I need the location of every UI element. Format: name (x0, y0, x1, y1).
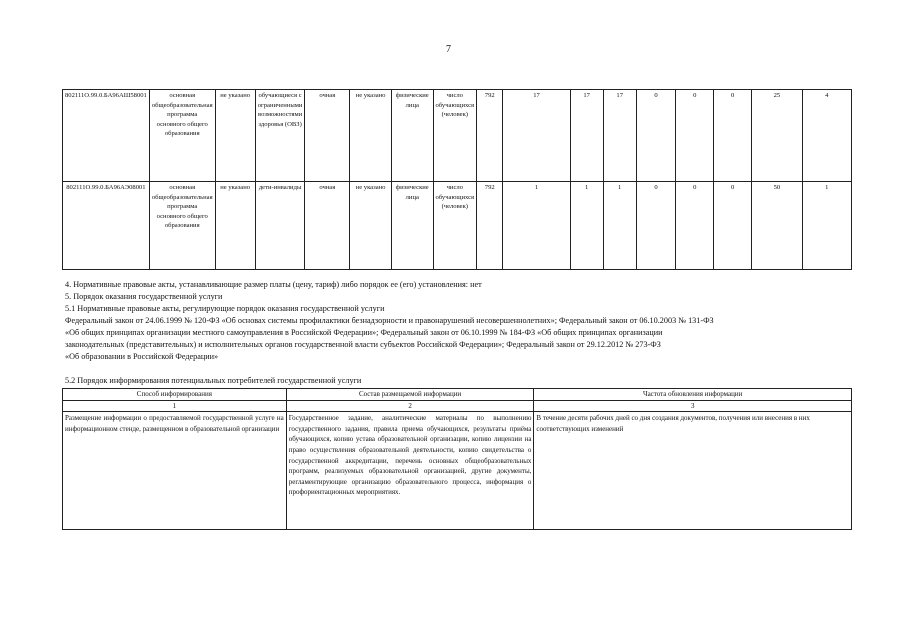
header-row (63, 389, 852, 401)
legal-acts-line-2: «Об общих принципах организации местного самоуправления в Российской Федерации»; Федеральный закон от 06.10.1999 № 184-ФЗ «Об общих принципах организации (65, 328, 663, 337)
okei-code: 792 (477, 182, 503, 270)
okei-code: 792 (477, 90, 503, 182)
legal-acts-line-4: «Об образовании в Российской Федерации» (65, 352, 219, 361)
table-row (63, 90, 852, 182)
value-cell: 0 (676, 182, 714, 270)
consumer-type: физические лица (392, 182, 434, 270)
condition-cell: не указано (350, 90, 392, 182)
page-number: 7 (446, 44, 451, 55)
value-cell: 50 (752, 182, 803, 270)
header-frequency: Частота обновления информации (534, 389, 852, 401)
info-frequency: В течение десяти рабочих дней со дня создания документов, получения или внесения в них соответствующих изменений (534, 412, 852, 530)
standard-cell: не указано (215, 182, 255, 270)
value-cell: 17 (603, 90, 636, 182)
indicator-name: число обучающихся (человек) (433, 182, 477, 270)
value-cell: 0 (676, 90, 714, 182)
condition-cell: не указано (350, 182, 392, 270)
program-name: основная общеобразовательная программа основного общего образования (149, 182, 215, 270)
value-cell: 1 (802, 182, 851, 270)
section-5-heading: 5. Порядок оказания государственной услуги (65, 292, 223, 301)
education-form: очная (305, 182, 350, 270)
section-5-2-heading: 5.2 Порядок информирования потенциальных потребителей государственной услуги (65, 376, 362, 385)
registry-number: 802111О.99.0.БА96АШ58001 (63, 90, 150, 182)
services-volume-table (62, 89, 852, 270)
value-cell: 25 (752, 90, 803, 182)
indicator-name: число обучающихся (человек) (433, 90, 477, 182)
consumer-type: физические лица (392, 90, 434, 182)
table-row (63, 412, 852, 530)
info-content: Государственное задание, аналитические материалы по выполнению государственного задания, правила приема обучающихся, результаты приёма обучающихся, копию устава образовательной организации, копию лицензии на право осуществления образовательной деятельности, копию свидетельства о государственной аккредитации, перечень основных общеобразовательных программ, реализуемых образовательной организацией, другие документы, регламентирующие организацию образовательного процесса, информация о профориентационных мероприятиях. (286, 412, 534, 530)
value-cell: 17 (570, 90, 603, 182)
education-form: очная (305, 90, 350, 182)
value-cell: 1 (570, 182, 603, 270)
header-method: Способ информирования (63, 389, 287, 401)
section-4-text: 4. Нормативные правовые акты, устанавливающие размер платы (цену, тариф) либо порядок ее (его) установления: нет (65, 280, 482, 289)
consumer-category: обучающиеся с ограниченными возможностями здоровья (ОВЗ) (255, 90, 305, 182)
legal-acts-line-1: Федеральный закон от 24.06.1999 № 120-ФЗ «Об основах системы профилактики безнадзорности и правонарушений несовершеннолетних»; Федеральный закон от 06.10.2003 № 131-ФЗ (65, 316, 714, 325)
info-method: Размещение информации о предоставляемой государственной услуге на информационном стенде, размещенном в образовательной организации (63, 412, 287, 530)
column-number: 2 (286, 400, 534, 412)
section-5-1-heading: 5.1 Нормативные правовые акты, регулирующие порядок оказания государственной услуги (65, 304, 385, 313)
consumer-category: дети-инвалиды (255, 182, 305, 270)
value-cell: 4 (802, 90, 851, 182)
program-name: основная общеобразовательная программа основного общего образования (149, 90, 215, 182)
legal-acts-line-3: законодательных (представительных) и исполнительных органов государственной власти субъектов Российской Федерации»; Федеральный закон от 29.12.2012 № 273-ФЗ (65, 340, 661, 349)
column-number: 3 (534, 400, 852, 412)
value-cell: 1 (503, 182, 570, 270)
column-number: 1 (63, 400, 287, 412)
header-content: Состав размещаемой информации (286, 389, 534, 401)
registry-number: 802111О.99.0.БА96АЭ08001 (63, 182, 150, 270)
value-cell: 0 (714, 90, 752, 182)
value-cell: 0 (636, 90, 676, 182)
standard-cell: не указано (215, 90, 255, 182)
information-table (62, 388, 852, 530)
value-cell: 1 (603, 182, 636, 270)
value-cell: 17 (503, 90, 570, 182)
value-cell: 0 (714, 182, 752, 270)
value-cell: 0 (636, 182, 676, 270)
column-number-row (63, 400, 852, 412)
table-row (63, 182, 852, 270)
